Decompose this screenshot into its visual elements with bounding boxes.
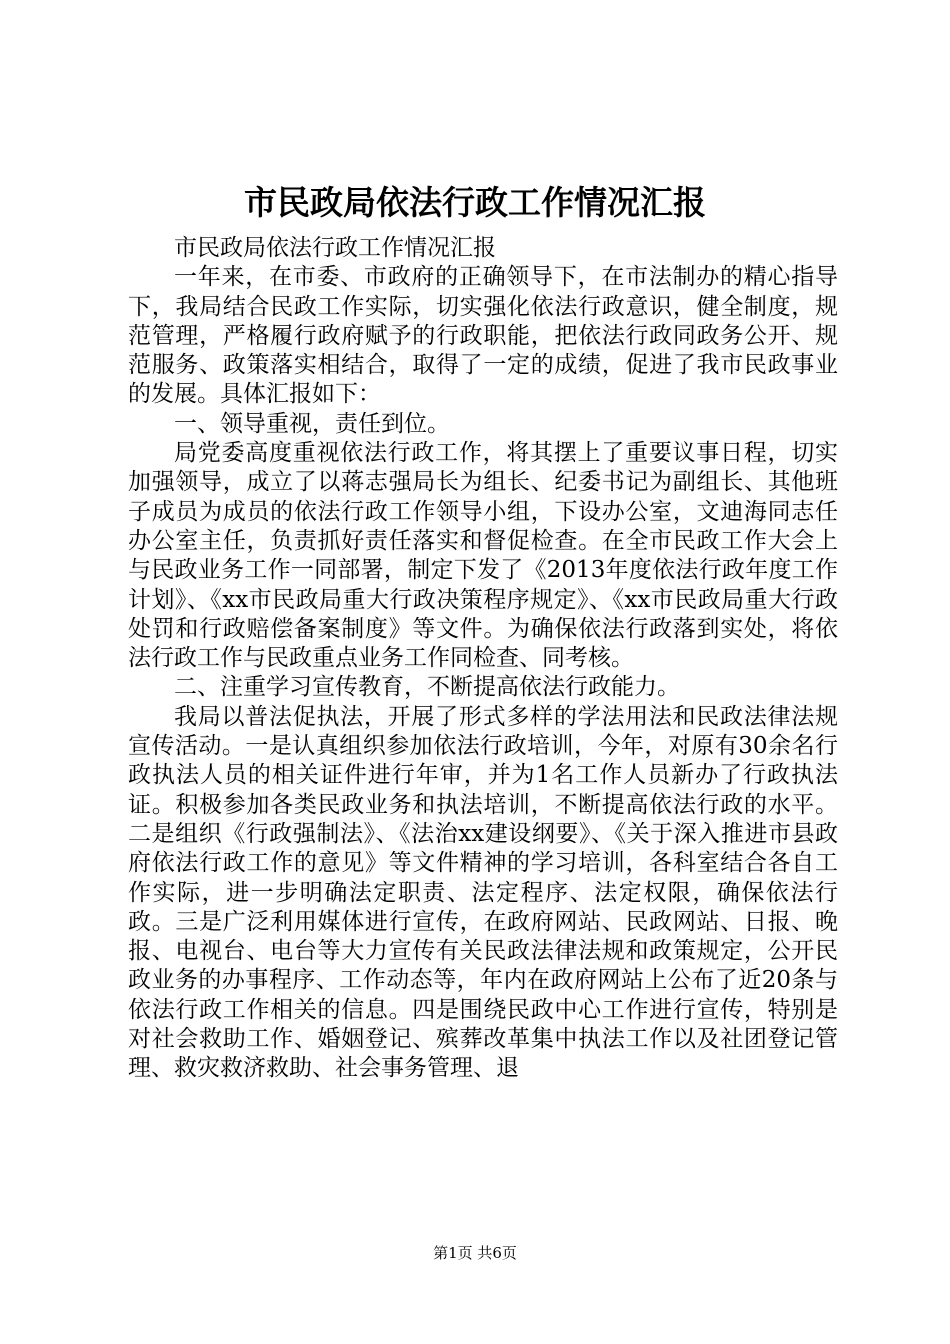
body-paragraph-intro: 一年来，在市委、市政府的正确领导下，在市法制办的精心指导下，我局结合民政工作实际，切实强化依法行政意识，健全制度，规范管理，严格履行政府赋予的行政职能，把依法行政同政务公开、规范服务、政策落实相结合，取得了一定的成绩，促进了我市民政事业的发展。具体汇报如下： (128, 264, 838, 408)
page-number-indicator: 第1页 共6页 (433, 1244, 517, 1262)
body-paragraph-section-2: 我局以普法促执法，开展了形式多样的学法用法和民政法律法规宣传活动。一是认真组织参加依法行政培训，今年，对原有30余名行政执法人员的相关证件进行年审，并为1名工作人员新办了行政执法证。积极参加各类民政业务和执法培训，不断提高依法行政的水平。二是组织《行政强制法》、《法治xx建设纲要》、《关于深入推进市县政府依法行政工作的意见》等文件精神的学习培训，各科室结合各自工作实际，进一步明确法定职责、法定程序、法定权限，确保依法行政。三是广泛利用媒体进行宣传，在政府网站、民政网站、日报、晚报、电视台、电台等大力宣传有关民政法律法规和政策规定，公开民政业务的办事程序、工作动态等，年内在政府网站上公布了近20条与依法行政工作相关的信息。四是围绕民政中心工作进行宣传，特别是对社会救助工作、婚姻登记、殡葬改革集中执法工作以及社团登记管理、救灾救济救助、社会事务管理、退 (128, 703, 838, 1082)
document-title: 市民政局依法行政工作情况汇报 (244, 183, 706, 222)
section-heading-2: 二、注重学习宣传教育，不断提高依法行政能力。 (174, 674, 680, 701)
body-paragraph-section-1: 局党委高度重视依法行政工作，将其摆上了重要议事日程，切实加强领导，成立了以蒋志强局长为组长、纪委书记为副组长、其他班子成员为成员的依法行政工作领导小组，下设办公室，文迪海同志任办公室主任，负责抓好责任落实和督促检查。在全市民政工作大会上与民政业务工作一同部署，制定下发了《2013年度依法行政年度工作计划》、《xx市民政局重大行政决策程序规定》、《xx市民政局重大行政处罚和行政赔偿备案制度》等文件。为确保依法行政落到实处，将依法行政工作与民政重点业务工作同检查、同考核。 (128, 440, 838, 672)
document-body (128, 234, 838, 1084)
body-paragraph-subtitle: 市民政局依法行政工作情况汇报 (174, 235, 496, 261)
page-footer (0, 1244, 950, 1262)
section-heading-1: 一、领导重视，责任到位。 (174, 410, 450, 437)
